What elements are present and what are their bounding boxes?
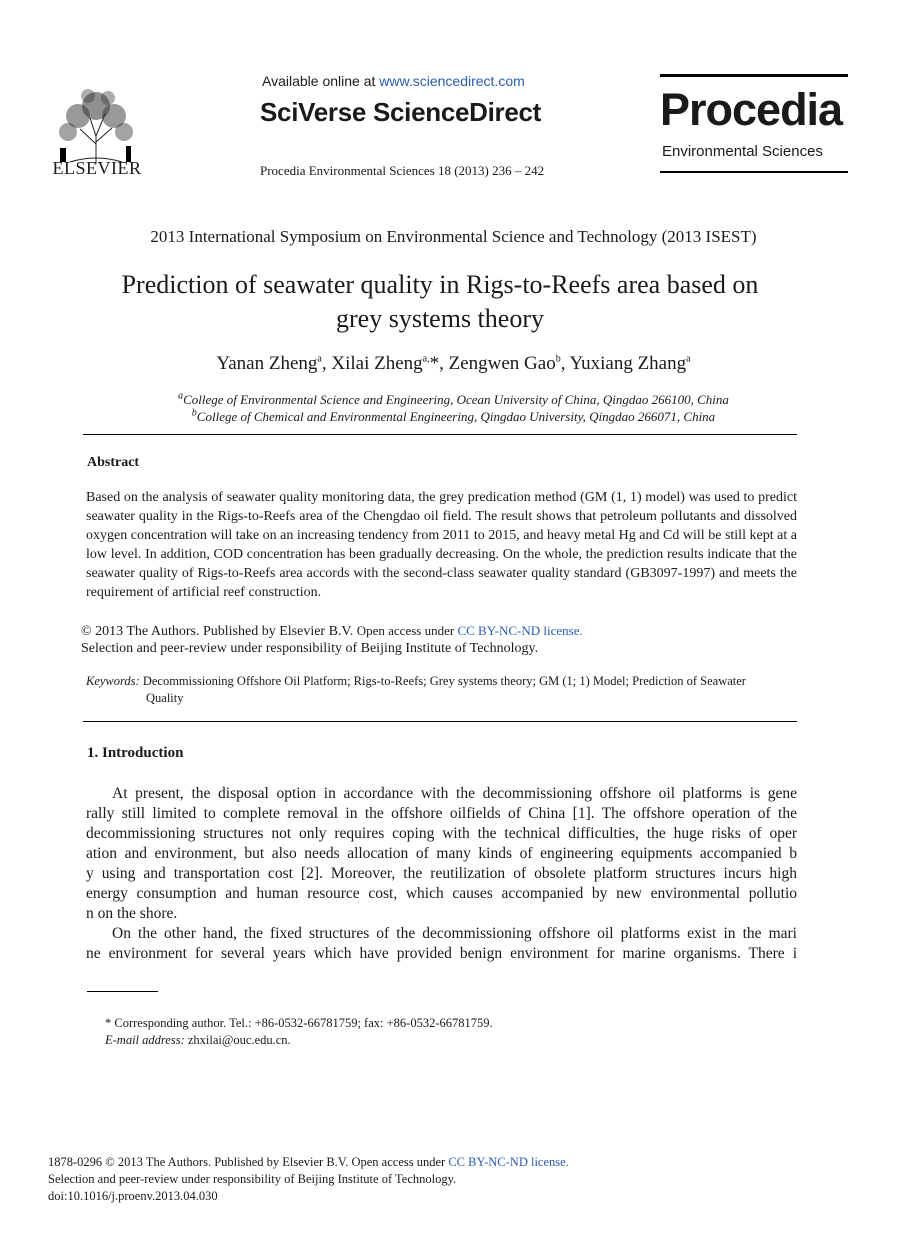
keywords-label: Keywords: [86,674,140,688]
title-line-2: grey systems theory [336,304,544,333]
affiliations [0,391,907,425]
footer-line-1: 1878-0296 © 2013 The Authors. Published by Elsevier B.V. Open access under CC BY-NC-ND license. [48,1155,569,1169]
author-2: Xilai Zheng$^{a,}$*, [331,353,449,374]
footnote [105,1015,493,1049]
author-3: Zengwen Gao$^b$, [448,353,570,374]
intro-line: n on the shore. [86,905,178,922]
abstract-text: Based on the analysis of seawater quality monitoring data, the grey predication method (GM (1, 1) model) was used to predict seawater quality in the Rigs-to-Reefs area of the Chengdao oil field. The result shows that petroleum pollutants and dissolved oxygen concentration will take on an increasing tendency from 2011 to 2015, and heavy metal Hg and Cd will be still kept at a low level. In addition, COD concentration has been gradually decreasing. On the whole, the prediction results indicate that the seawater quality of Rigs-to-Reefs area accords with the second-class seawater quality standard (GB3097-1997) and meets the requirement of artificial reef construction. [86,490,797,600]
affiliation-a: $^a$College of Environmental Science and Engineering, Ocean University of China, Qingdao 266100, China [178,390,729,407]
author-list [0,353,907,375]
keywords-line-1: Keywords: Decommissioning Offshore Oil Platform; Rigs-to-Reefs; Grey systems theory; GM (1; 1) Model; Prediction of Seawater [86,674,746,688]
sciverse-wordmark: SciVerse ScienceDirect [260,97,542,127]
intro-line: ne environment for several years which have provided benign environment for marine organisms. There i [86,945,797,962]
footer-line-2: Selection and peer-review under responsibility of Beijing Institute of Technology. [48,1172,457,1186]
footer-license-link[interactable]: CC BY-NC-ND license. [448,1155,569,1169]
conference-name: 2013 International Symposium on Environmental Science and Technology (2013 ISEST) [150,227,757,246]
intro-line: rally still limited to complete removal in the offshore oilfields of China [1]. The offshore operation of the [86,805,797,822]
publisher-wordmark: ELSEVIER [52,158,142,178]
intro-line: y using and transportation cost [2]. Moreover, the reutilization of obsolete platform structures incurs high [86,865,797,882]
intro-line: energy consumption and human resource cost, which causes accompanied by new environmental pollutio [86,885,797,902]
keywords [86,673,797,707]
copyright-line-1: © 2013 The Authors. Published by Elsevier B.V. Open access under CC BY-NC-ND license. [81,623,583,639]
intro-line: decommissioning structures not only requires coping with the technical difficulties, the huge risks of oper [86,825,797,842]
introduction-text [86,784,797,964]
author-1: Yanan Zheng$^a$, [216,353,332,374]
page-footer [48,1154,569,1205]
procedia-logo-title: Procedia [660,84,843,135]
intro-line: ation and environment, but also needs allocation of many kinds of engineering equipments accompanied b [86,845,797,862]
procedia-top-rule [660,74,848,77]
affiliation-b: $^b$College of Chemical and Environmental Engineering, Qingdao University, Qingdao 266071, China [191,407,716,424]
email-label: E-mail address: [105,1033,185,1047]
section-heading-introduction: 1. Introduction [87,745,184,761]
abstract-heading: Abstract [87,455,140,470]
intro-line: On the other hand, the fixed structures of the decommissioning offshore oil platforms exist in the mari [112,925,797,942]
footnote-rule [87,991,158,992]
corresponding-author: * Corresponding author. Tel.: +86-0532-66781759; fax: +86-0532-66781759. [105,1016,493,1030]
copyright-notice [81,622,801,657]
intro-line: At present, the disposal option in accordance with the decommissioning offshore oil platforms is gene [112,785,797,802]
abstract-top-rule [83,434,797,435]
email-address: zhxilai@ouc.edu.cn. [184,1033,291,1047]
author-4: Yuxiang Zhang$^a$ [569,353,691,374]
title-line-1: Prediction of seawater quality in Rigs-to-Reefs area based on [121,270,759,299]
footer-doi: doi:10.1016/j.proenv.2013.04.030 [48,1189,218,1203]
license-link[interactable]: CC BY-NC-ND license. [457,623,583,638]
available-online [262,73,525,89]
email-line [105,1032,493,1049]
procedia-bottom-rule [660,171,848,173]
abstract-bottom-rule [83,721,797,722]
keywords-line-2: Quality [146,691,184,705]
journal-reference: Procedia Environmental Sciences 18 (2013) 236 – 242 [260,163,545,178]
copyright-line-2: Selection and peer-review under responsibility of Beijing Institute of Technology. [81,641,539,656]
paper-title [60,268,820,336]
available-prefix: Available online at [262,73,380,89]
sciencedirect-link[interactable]: www.sciencedirect.com [379,73,525,89]
procedia-logo-subtitle: Environmental Sciences [662,143,823,160]
